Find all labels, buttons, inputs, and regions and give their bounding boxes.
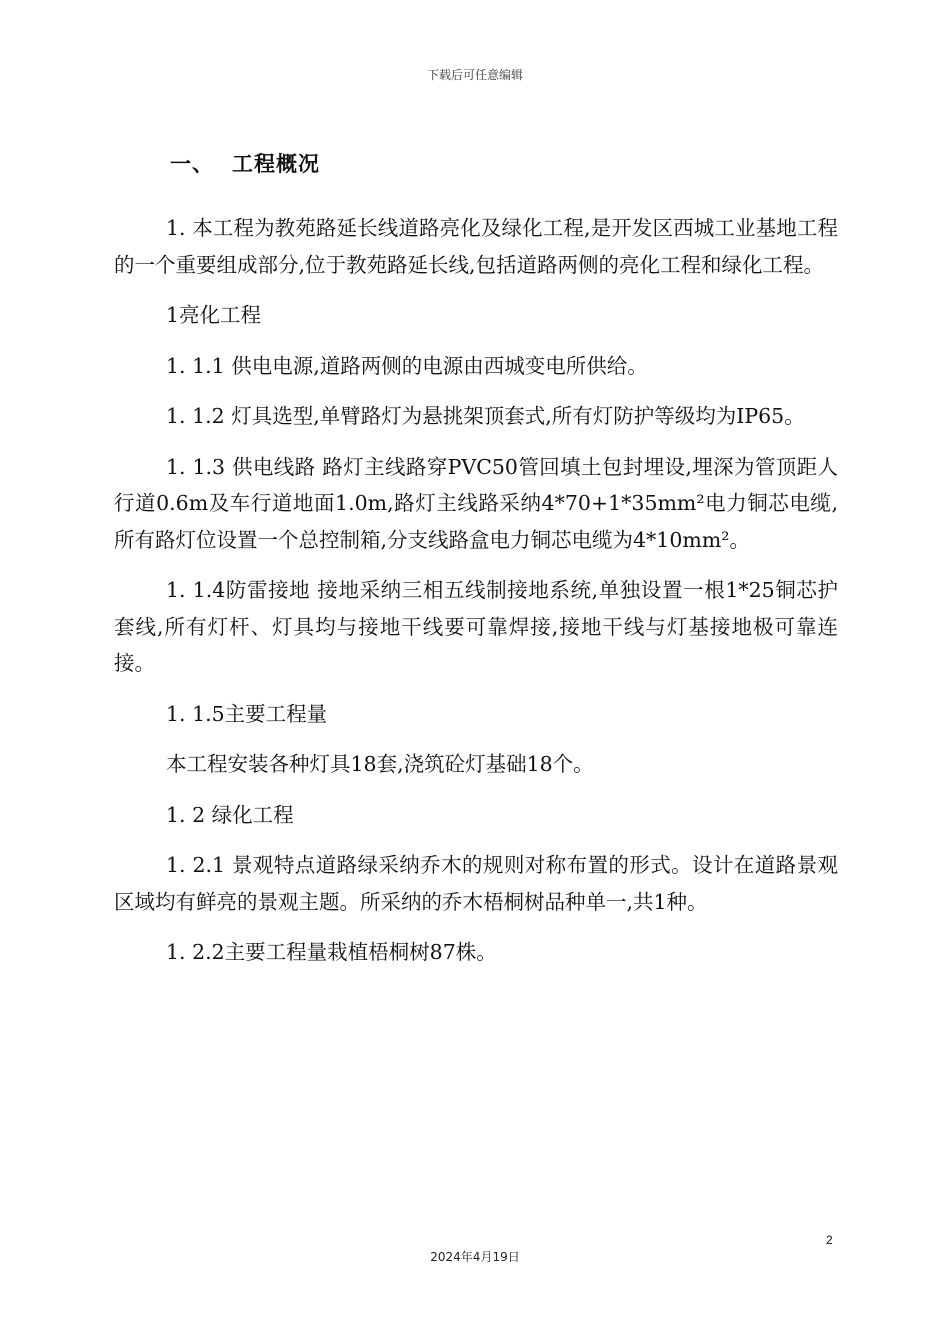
section-title: 工程概况 — [232, 152, 320, 176]
paragraph-lightning-grounding: 1. 1.4防雷接地 接地采纳三相五线制接地系统,单独设置一根1*25铜芯护套线,所有灯杆、灯具均与接地干线要可靠焊接,接地干线与灯基接地极可靠连接。 — [114, 578, 838, 675]
paragraph-landscape-features: 1. 2.1 景观特点道路绿采纳乔木的规则对称布置的形式。设计在道路景观区域均有鲜亮的景观主题。所采纳的乔木梧桐树品种单一,共1种。 — [114, 853, 838, 914]
paragraph-greening-heading: 1. 2 绿化工程 — [166, 802, 294, 827]
paragraph-greening-quantities: 1. 2.2主要工程量栽植梧桐树87株。 — [166, 940, 497, 964]
paragraph-lighting-quantities: 本工程安装各种灯具18套,浇筑砼灯基础18个。 — [166, 752, 594, 776]
paragraph-lighting-quantities-heading: 1. 1.5主要工程量 — [166, 701, 328, 726]
paragraph-project-overview: 1. 本工程为教苑路延长线道路亮化及绿化工程,是开发区西城工业基地工程的一个重要组成部分,位于教苑路延长线,包括道路两侧的亮化工程和绿化工程。 — [114, 216, 838, 277]
header-note: 下载后可任意编辑 — [426, 68, 523, 82]
body-content — [114, 210, 838, 971]
section-number: 一、 — [170, 152, 214, 176]
page-number: 2 — [826, 1233, 833, 1247]
paragraph-lamp-selection: 1. 1.2 灯具选型,单臂路灯为悬挑架顶套式,所有灯防护等级均为IP65。 — [166, 404, 805, 428]
paragraph-power-lines: 1. 1.3 供电线路 路灯主线路穿PVC50管回填土包封埋设,埋深为管顶距人行道0.6m及车行道地面1.0m,路灯主线路采纳4*70+1*35mm²电力铜芯电缆,所有路灯位设置一个总控制箱,分支线路盒电力铜芯电缆为4*10mm²。 — [114, 454, 838, 552]
paragraph-power-source: 1. 1.1 供电电源,道路两侧的电源由西城变电所供给。 — [166, 353, 648, 378]
footer-date: 2024年4月19日 — [430, 1250, 520, 1264]
paragraph-lighting-heading: 1亮化工程 — [166, 303, 262, 327]
section-heading — [170, 148, 320, 178]
